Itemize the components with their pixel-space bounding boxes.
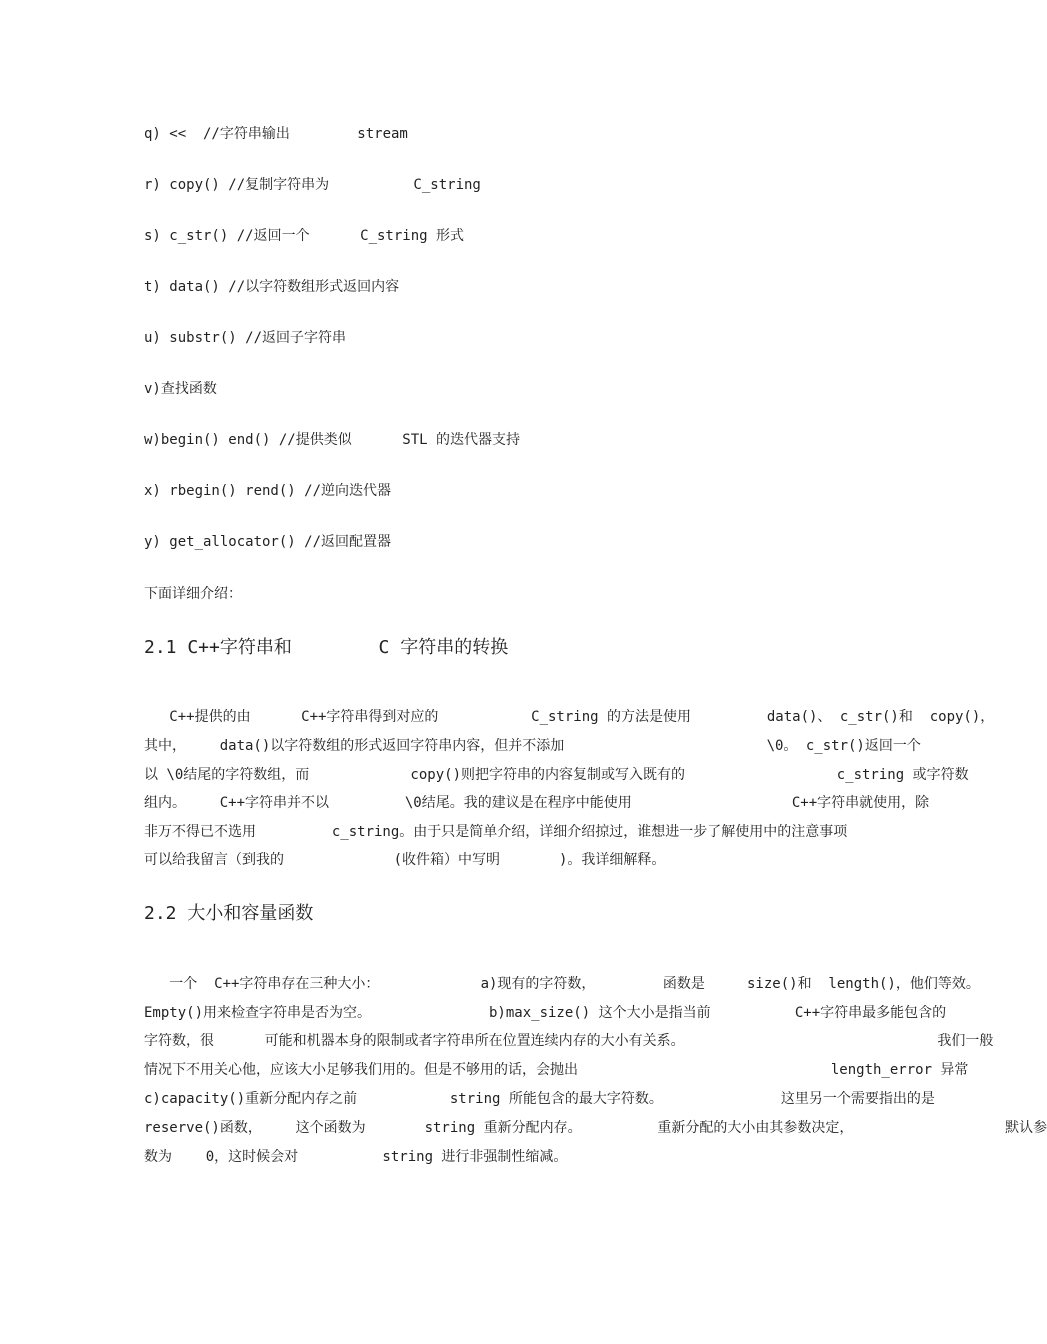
list-item-r: r) copy() //复制字符串为 C_string	[144, 177, 481, 193]
paragraph-line: Empty()用来检查字符串是否为空。 b)max_size() 这个大小是指当前 C++字符串最多能包含的	[144, 1005, 947, 1021]
paragraph-line: 字符数，很 可能和机器本身的限制或者字符串所在位置连续内存的大小有关系。 我们一般	[144, 1033, 994, 1049]
section-heading-2-2: 2.2 大小和容量函数	[144, 903, 314, 924]
paragraph-line: 数为 0，这时候会对 string 进行非强制性缩减。	[144, 1149, 568, 1165]
paragraph-line: c)capacity()重新分配内存之前 string 所能包含的最大字符数。 这里另一个需要指出的是	[144, 1091, 935, 1107]
section-heading-2-1: 2.1 C++字符串和 C 字符串的转换	[144, 637, 509, 658]
paragraph-line: 其中， data()以字符数组的形式返回字符串内容，但并不添加 \0。 c_str()返回一个	[144, 738, 921, 754]
list-item-t: t) data() //以字符数组形式返回内容	[144, 279, 400, 295]
paragraph-line: 可以给我留言（到我的 (收件箱）中写明 )。我详细解释。	[144, 852, 666, 868]
paragraph-line: C++提供的由 C++字符串得到对应的 C_string 的方法是使用 data()、 c_str()和 copy()，	[144, 709, 995, 725]
list-item-u: u) substr() //返回子字符串	[144, 330, 347, 346]
paragraph-line: 组内。 C++字符串并不以 \0结尾。我的建议是在程序中能使用 C++字符串就使用，除	[144, 795, 930, 811]
paragraph-line: 以 \0结尾的字符数组，而 copy()则把字符串的内容复制或写入既有的 c_string 或字符数	[144, 767, 969, 783]
list-item-q: q) << //字符串输出 stream	[144, 126, 408, 142]
paragraph-line: reserve()函数， 这个函数为 string 重新分配内存。 重新分配的大小由其参数决定， 默认参	[144, 1120, 1047, 1136]
list-item-w: w)begin() end() //提供类似 STL 的迭代器支持	[144, 432, 521, 448]
paragraph-line: 非万不得已不选用 c_string。由于只是简单介绍，详细介绍掠过，谁想进一步了解使用中的注意事项	[144, 824, 848, 840]
list-item-x: x) rbegin() rend() //逆向迭代器	[144, 483, 392, 499]
intro-text: 下面详细介绍：	[144, 586, 242, 602]
paragraph-line: 一个 C++字符串存在三种大小： a)现有的字符数， 函数是 size()和 length()，他们等效。	[144, 976, 980, 992]
list-item-y: y) get_allocator() //返回配置器	[144, 534, 392, 550]
list-item-s: s) c_str() //返回一个 C_string 形式	[144, 228, 465, 244]
list-item-v: v)查找函数	[144, 381, 217, 397]
paragraph-line: 情况下不用关心他，应该大小足够我们用的。但是不够用的话，会抛出 length_error 异常	[144, 1062, 969, 1078]
